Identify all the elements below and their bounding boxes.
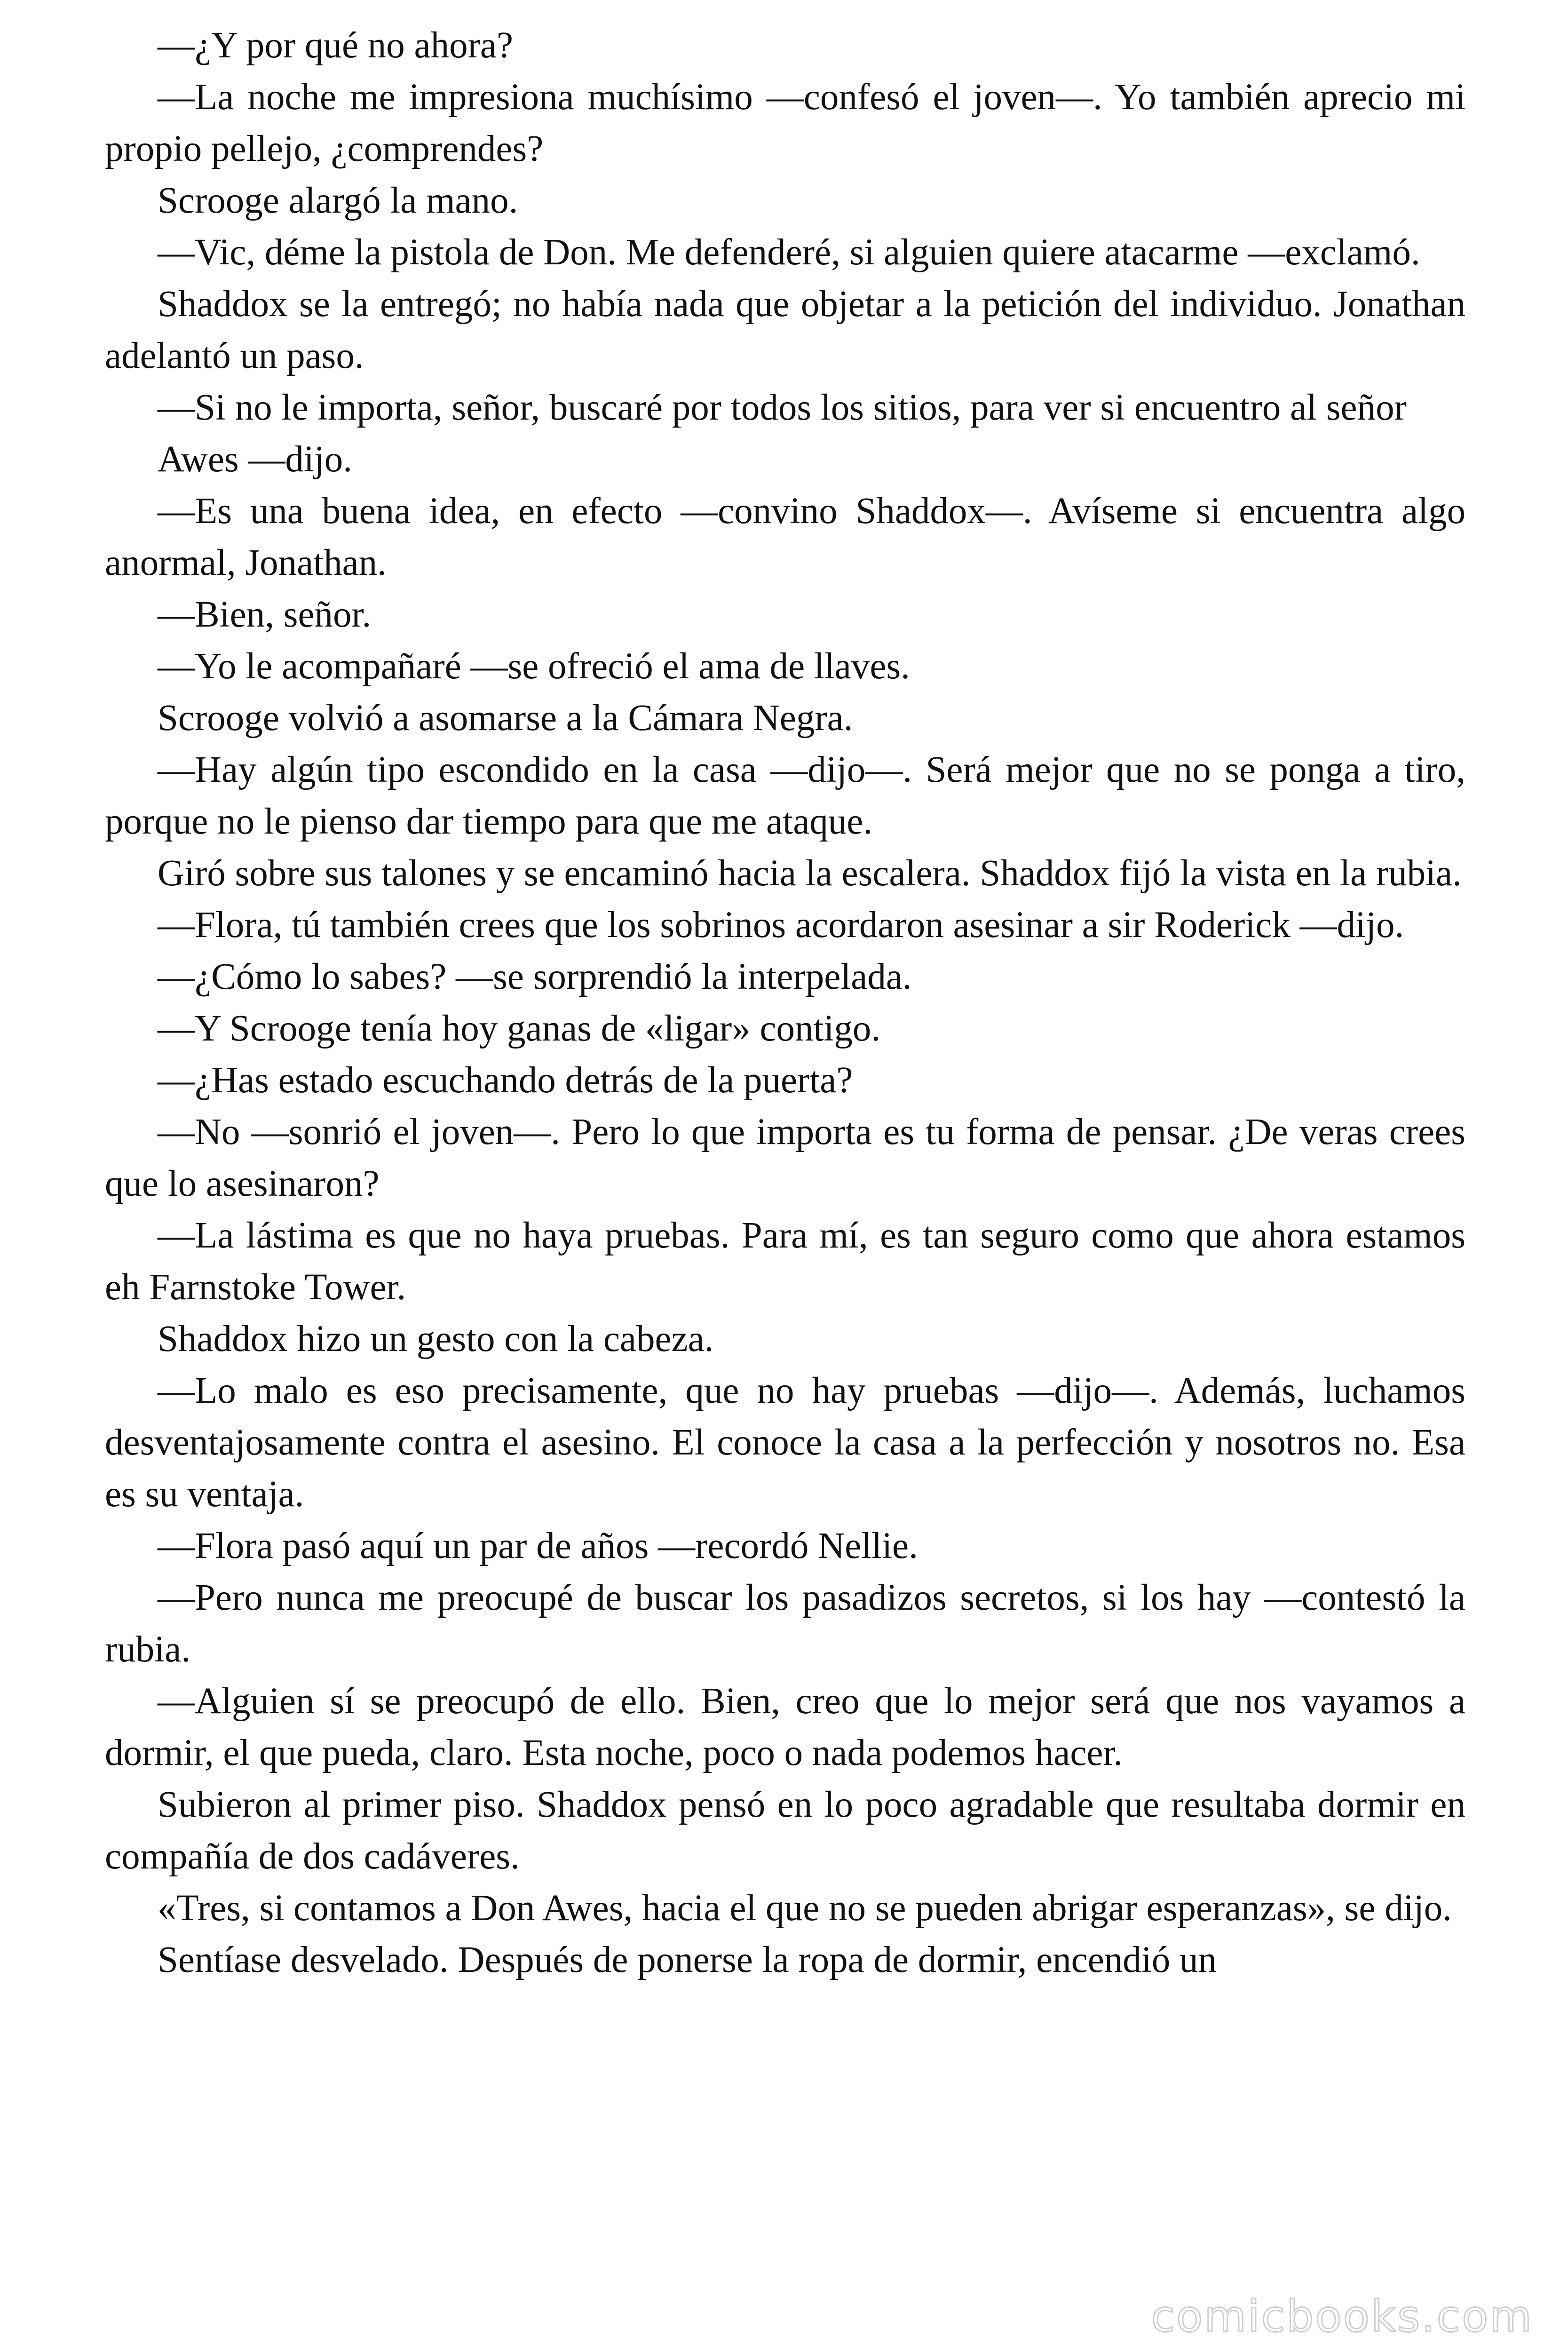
watermark-logo: comicbooks.com	[1151, 2291, 1533, 2342]
paragraph: —No —sonrió el joven—. Pero lo que importa es tu forma de pensar. ¿De veras crees que lo asesinaron?	[105, 1112, 1465, 1204]
paragraph: Subieron al primer piso. Shaddox pensó en lo poco agradable que resultaba dormir en compañía de dos cadáveres.	[105, 1784, 1465, 1877]
paragraph: —Pero nunca me preocupé de buscar los pasadizos secretos, si los hay —contestó la rubia.	[105, 1577, 1465, 1670]
paragraph: —¿Has estado escuchando detrás de la puerta?	[158, 1060, 853, 1101]
paragraph: «Tres, si contamos a Don Awes, hacia el que no se pueden abrigar esperanzas», se dijo.	[158, 1888, 1452, 1929]
paragraph: —Yo le acompañaré —se ofreció el ama de llaves.	[158, 646, 910, 687]
paragraph: Awes —dijo.	[158, 439, 353, 480]
paragraph: —Alguien sí se preocupó de ello. Bien, creo que lo mejor será que nos vayamos a dormir, el que pueda, claro. Esta noche, poco o nada podemos hacer.	[105, 1681, 1465, 1773]
paragraph: —Hay algún tipo escondido en la casa —dijo—. Será mejor que no se ponga a tiro, porque no le pienso dar tiempo para que me ataque.	[105, 749, 1465, 842]
paragraph: —¿Y por qué no ahora?	[158, 25, 514, 66]
paragraph: —Lo malo es eso precisamente, que no hay pruebas —dijo—. Además, luchamos desventajosamente contra el asesino. El conoce la casa a la perfección y nosotros no. Esa es su ventaja.	[105, 1370, 1465, 1515]
paragraph: Shaddox se la entregó; no había nada que objetar a la petición del individuo. Jonathan adelantó un paso.	[105, 284, 1465, 376]
paragraph: Scrooge volvió a asomarse a la Cámara Negra.	[158, 698, 853, 739]
paragraph: —¿Cómo lo sabes? —se sorprendió la interpelada.	[158, 956, 912, 997]
page-text	[105, 20, 1465, 1986]
paragraph: —Y Scrooge tenía hoy ganas de «ligar» contigo.	[158, 1008, 881, 1049]
paragraph: —Vic, déme la pistola de Don. Me defenderé, si alguien quiere atacarme —exclamó.	[158, 232, 1420, 273]
paragraph: —Flora, tú también crees que los sobrinos acordaron asesinar a sir Roderick —dijo.	[158, 905, 1404, 946]
paragraph: Scrooge alargó la mano.	[158, 180, 518, 221]
paragraph: —Si no le importa, señor, buscaré por todos los sitios, para ver si encuentro al señor	[158, 387, 1407, 428]
paragraph: —La lástima es que no haya pruebas. Para mí, es tan seguro como que ahora estamos eh Farnstoke Tower.	[105, 1215, 1465, 1308]
paragraph: Sentíase desvelado. Después de ponerse la ropa de dormir, encendió un	[158, 1939, 1217, 1980]
paragraph: —Bien, señor.	[158, 594, 372, 635]
paragraph: —La noche me impresiona muchísimo —confesó el joven—. Yo también aprecio mi propio pellejo, ¿comprendes?	[105, 77, 1465, 169]
paragraph: Giró sobre sus talones y se encaminó hacia la escalera. Shaddox fijó la vista en la rubia.	[158, 853, 1462, 894]
paragraph: —Es una buena idea, en efecto —convino Shaddox—. Avíseme si encuentra algo anormal, Jonathan.	[105, 491, 1465, 583]
paragraph: Shaddox hizo un gesto con la cabeza.	[158, 1319, 714, 1359]
paragraph: —Flora pasó aquí un par de años —recordó Nellie.	[158, 1526, 918, 1566]
